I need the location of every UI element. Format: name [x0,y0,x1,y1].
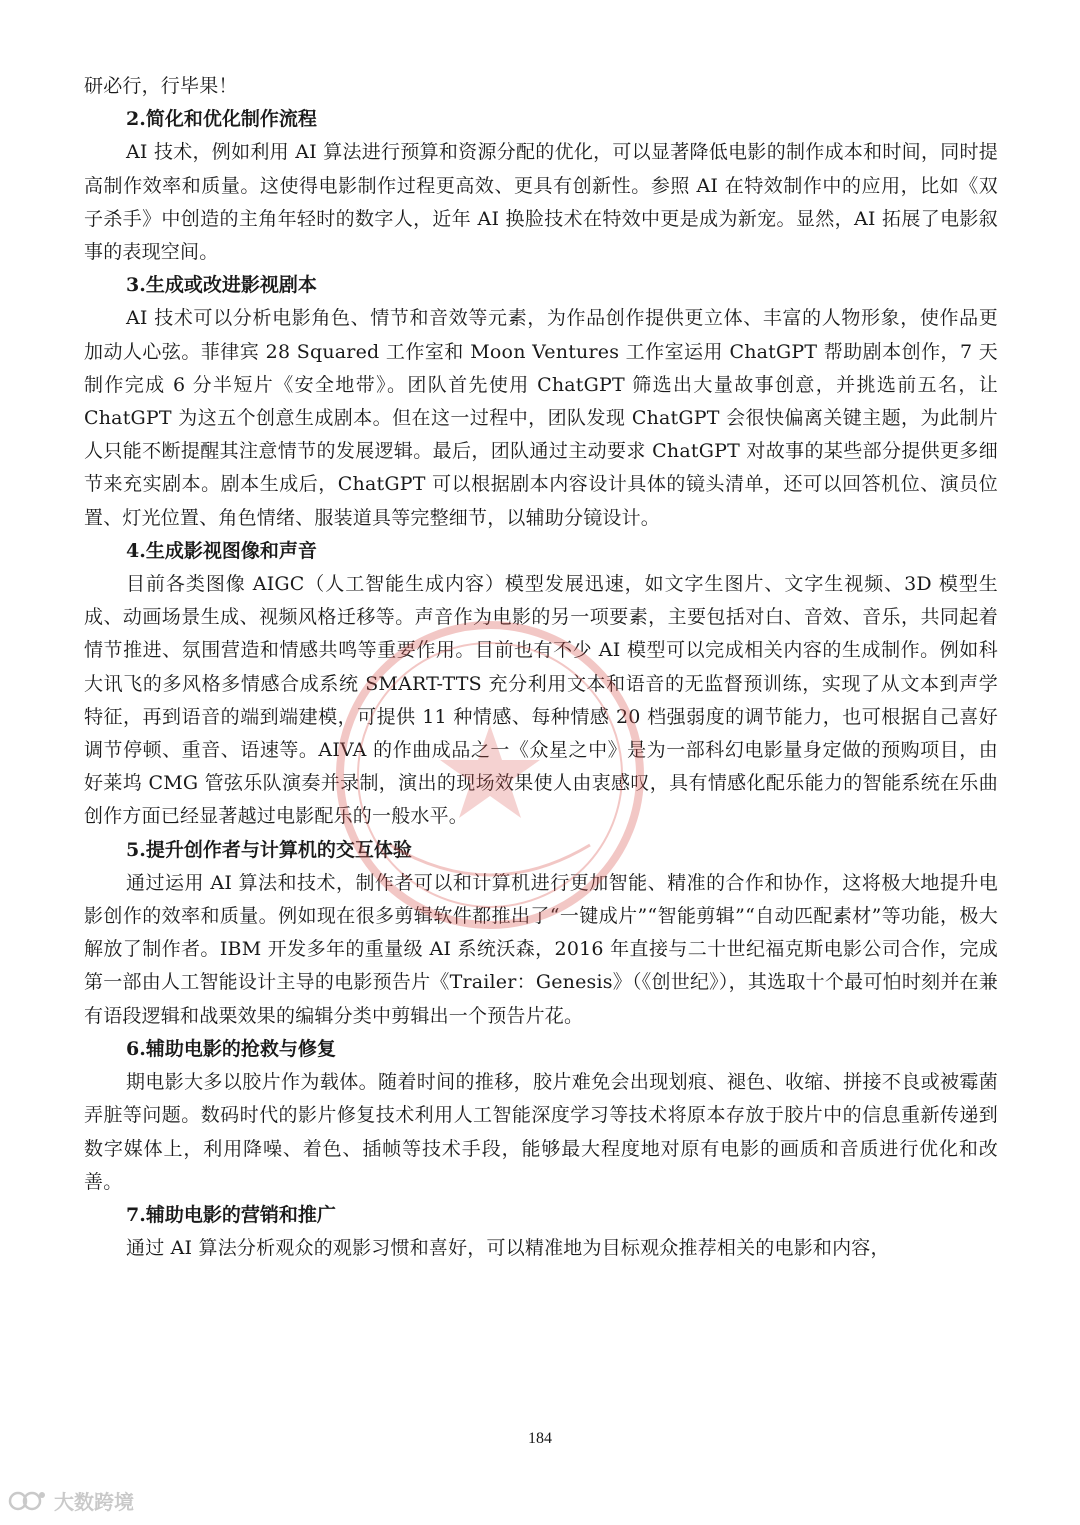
page-number: 184 [528,1430,552,1447]
watermark-text: 大数跨境 [54,1490,134,1514]
section-heading-6: 6.辅助电影的抢救与修复 [126,1037,336,1060]
paragraph-section-7: 通过 AI 算法分析观众的观影习惯和喜好，可以精准地为目标观众推荐相关的电影和内容， [126,1237,890,1260]
paragraph-section-5: 通过运用 AI 算法和技术，制作者可以和计算机进行更加智能、精准的合作和协作，这将极大地提升电影创作的效率和质量。例如现在很多剪辑软件都推出了“一键成片”“智能剪辑”“自动匹配素材”等功能，极大解放了制作者。IBM 开发多年的重量级 AI 系统沃森，2016 年直接与二十世纪福克斯电影公司合作，完成第一部由人工智能设计主导的电影预告片《Trailer：Genesis》（《创世纪》），其选取十个最可怕时刻并在兼有语段逻辑和战栗效果的编辑分类中剪辑出一个预告片花。 [84,871,998,1027]
paragraph-section-3: AI 技术可以分析电影角色、情节和音效等元素，为作品创作提供更立体、丰富的人物形象，使作品更加动人心弦。菲律宾 28 Squared 工作室和 Moon Ventures 工作室运用 ChatGPT 帮助剧本创作，7 天制作完成 6 分半短片《安全地带》。团队首先使用 ChatGPT 筛选出大量故事创意，并挑选前五名，让 ChatGPT 为这五个创意生成剧本。但在这一过程中，团队发现 ChatGPT 会很快偏离关键主题，为此制片人只能不断提醒其注意情节的发展逻辑。最后，团队通过主动要求 ChatGPT 对故事的某些部分提供更多细节来充实剧本。剧本生成后，ChatGPT 可以根据剧本内容设计具体的镜头清单，还可以回答机位、演员位置、灯光位置、角色情绪、服装道具等完整细节，以辅助分镜设计。 [84,307,998,529]
section-heading-4: 4.生成影视图像和声音 [126,539,317,562]
section-heading-7: 7.辅助电影的营销和推广 [126,1203,336,1226]
paragraph-intro: 研必行，行毕果！ [84,75,238,97]
section-heading-3: 3.生成或改进影视剧本 [126,274,317,297]
section-heading-2: 2.简化和优化制作流程 [126,108,317,131]
paragraph-section-6: 期电影大多以胶片作为载体。随着时间的推移，胶片难免会出现划痕、褪色、收缩、拼接不良或被霉菌弄脏等问题。数码时代的影片修复技术利用人工智能深度学习等技术将原本存放于胶片中的信息重新传递到数字媒体上，利用降噪、着色、插帧等技术手段，能够最大程度地对原有电影的画质和音质进行优化和改善。 [84,1071,998,1193]
paragraph-section-2: AI 技术，例如利用 AI 算法进行预算和资源分配的优化，可以显著降低电影的制作成本和时间，同时提高制作效率和质量。这使得电影制作过程更高效、更具有创新性。参照 AI 在特效制作中的应用，比如《双子杀手》中创造的主角年轻时的数字人，近年 AI 换脸技术在特效中更是成为新宠。显然，AI 拓展了电影叙事的表现空间。 [84,141,998,264]
paragraph-section-4: 目前各类图像 AIGC（人工智能生成内容）模型发展迅速，如文字生图片、文字生视频、3D 模型生成、动画场景生成、视频风格迁移等。声音作为电影的另一项要素，主要包括对白、音效、音乐，共同起着情节推进、氛围营造和情感共鸣等重要作用。目前也有不少 AI 模型可以完成相关内容的生成制作。例如科大讯飞的多风格多情感合成系统 SMART-TTS 充分利用文本和语音的无监督预训练，实现了从文本到声学特征，再到语音的端到端建模，可提供 11 种情感、每种情感 20 档强弱度的调节能力，也可根据自己喜好调节停顿、重音、语速等。AIVA 的作曲成品之一《众星之中》是为一部科幻电影量身定做的预购项目，由好莱坞 CMG 管弦乐队演奏并录制，演出的现场效果使人由衷感叹，具有情感化配乐能力的智能系统在乐曲创作方面已经显著越过电影配乐的一般水平。 [84,573,998,828]
logo-icon [8,1488,48,1514]
document-body [84,70,998,1265]
section-heading-5: 5.提升创作者与计算机的交互体验 [126,838,412,861]
watermark [8,1486,134,1515]
